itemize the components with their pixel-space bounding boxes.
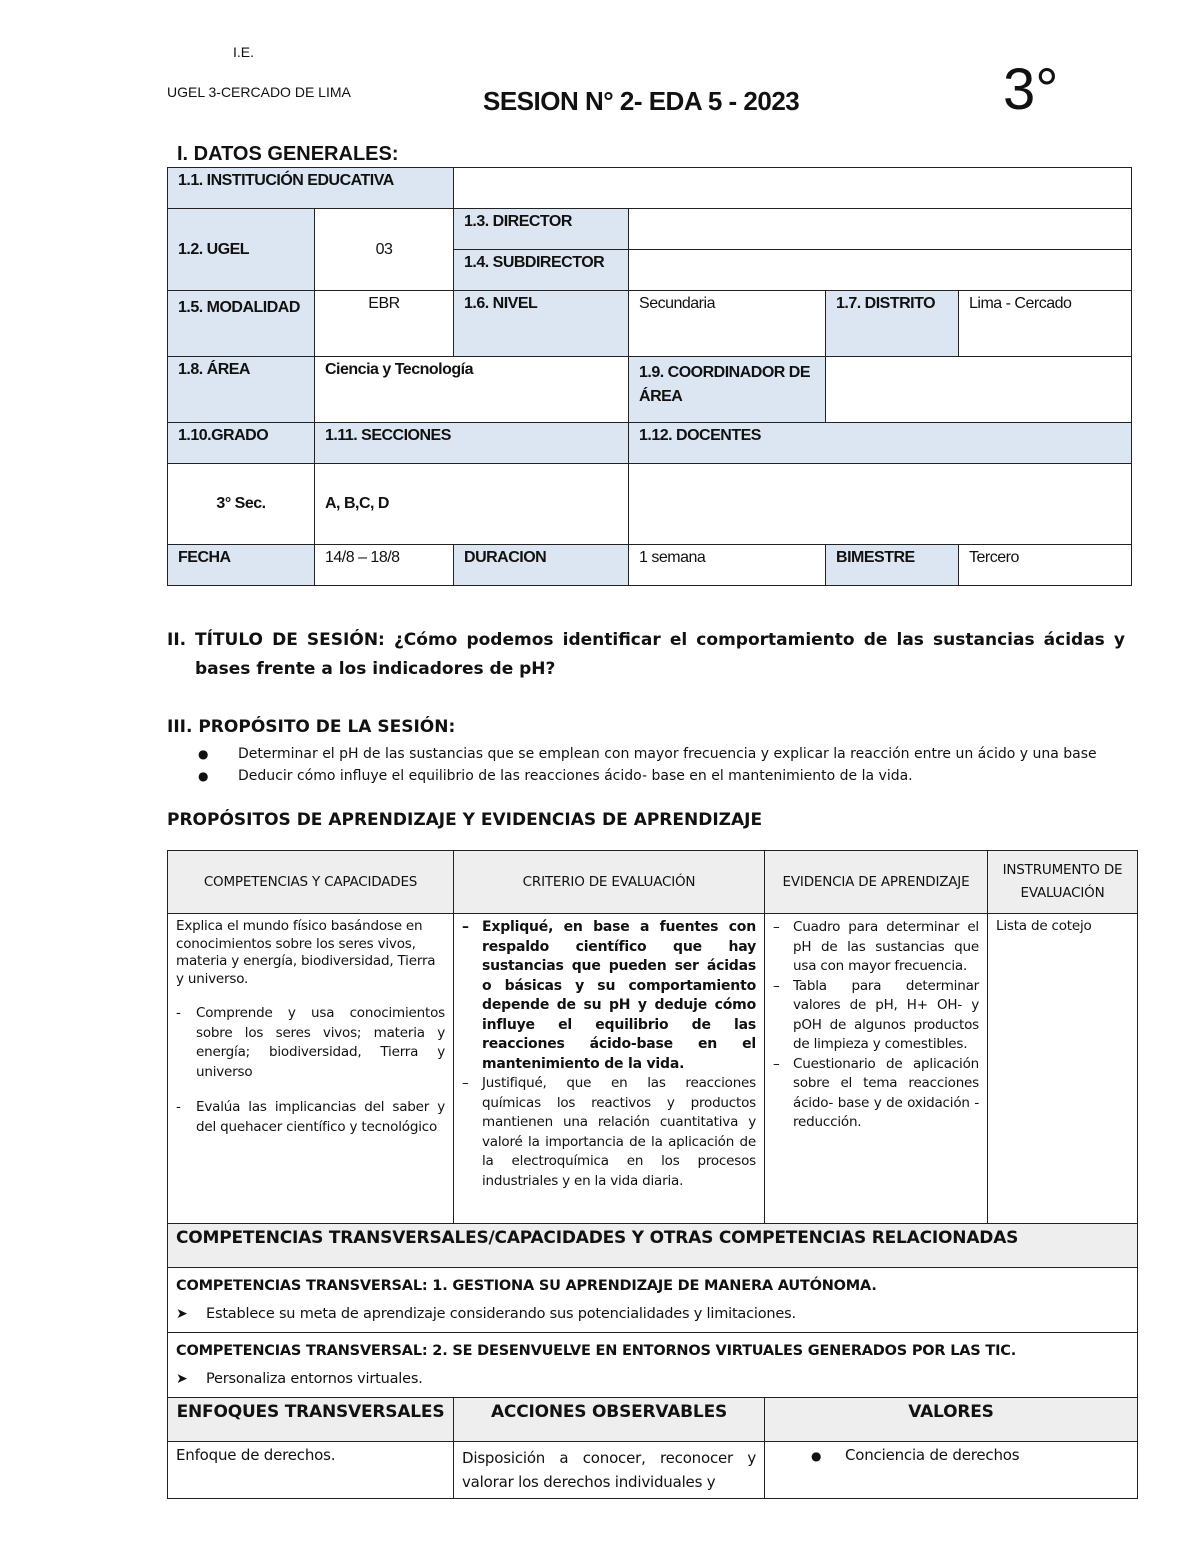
evidencia-1-text: Cuadro para determinar el pH de las sustancias que usa con mayor frecuencia. xyxy=(793,919,979,974)
arrow-icon: ➤ xyxy=(176,1371,188,1387)
col-instrumento: INSTRUMENTO DE EVALUACIÓN xyxy=(988,851,1138,914)
area-label: 1.8. ÁREA xyxy=(168,357,315,423)
bimestre-value: Tercero xyxy=(959,545,1132,586)
datos-generales-heading: I. DATOS GENERALES: xyxy=(177,143,399,165)
session-title: SESION N° 2- EDA 5 - 2023 xyxy=(483,86,800,116)
grado-value: 3° Sec. xyxy=(168,464,315,545)
col-valores: VALORES xyxy=(765,1398,1138,1442)
transversales-heading: COMPETENCIAS TRANSVERSALES/CAPACIDADES Y OTRAS COMPETENCIAS RELACIONADAS xyxy=(168,1224,1138,1268)
coordinador-value xyxy=(826,357,1132,423)
distrito-value: Lima - Cercado xyxy=(959,291,1132,357)
ugel-header: UGEL 3-CERCADO DE LIMA xyxy=(167,84,351,100)
secciones-value: A, B,C, D xyxy=(315,464,629,545)
grado-label: 1.10.GRADO xyxy=(168,423,315,464)
enfoque-value: Enfoque de derechos. xyxy=(168,1442,454,1499)
duracion-value: 1 semana xyxy=(629,545,826,586)
ct2-item xyxy=(176,1365,1129,1393)
datos-generales-table xyxy=(167,167,1132,586)
aprendizaje-table xyxy=(167,850,1138,1499)
ct1-item xyxy=(176,1300,1129,1328)
titulo-num: II. xyxy=(167,630,187,650)
modalidad-label: 1.5. MODALIDAD xyxy=(168,291,315,357)
capacidad-2: - Evalúa las implicancias del saber y del quehacer científico y tecnológico xyxy=(176,1098,445,1137)
proposito-bullet-1 xyxy=(198,746,1097,762)
ct1-item-text: Establece su meta de aprendizaje considerando sus potencialidades y limitaciones. xyxy=(206,1306,796,1322)
ugel-value: 03 xyxy=(315,209,454,291)
evidencia-2: – Tabla para determinar valores de pH, H+ OH- y pOH de algunos productos de limpieza y comestibles. xyxy=(773,977,979,1055)
ie-label: I.E. xyxy=(233,44,255,60)
bullet-icon: ● xyxy=(811,1449,822,1463)
capacidad-1-text: Comprende y usa conocimientos sobre los seres vivos; materia y energía; biodiversidad, Tierra y universo xyxy=(196,1005,445,1080)
criterio-cell xyxy=(454,914,765,1224)
institucion-value xyxy=(454,168,1132,209)
evidencia-3: – Cuestionario de aplicación sobre el tema reacciones ácido- base y de oxidación - reducción. xyxy=(773,1055,979,1133)
evidencia-3-text: Cuestionario de aplicación sobre el tema reacciones ácido- base y de oxidación - reducción. xyxy=(793,1055,979,1130)
docentes-label: 1.12. DOCENTES xyxy=(629,423,1132,464)
capacidad-2-text: Evalúa las implicancias del saber y del quehacer científico y tecnológico xyxy=(196,1099,445,1135)
bullet-icon: ● xyxy=(198,747,209,761)
bullet-text: Determinar el pH de las sustancias que se emplean con mayor frecuencia y explicar la reacción entre un ácido y una base xyxy=(238,746,1097,762)
ct1-title: COMPETENCIAS TRANSVERSAL: 1. GESTIONA SU APRENDIZAJE DE MANERA AUTÓNOMA. xyxy=(176,1278,877,1294)
proposito-heading: III. PROPÓSITO DE LA SESIÓN: xyxy=(167,717,456,737)
bimestre-label: BIMESTRE xyxy=(826,545,959,586)
valor-text: Conciencia de derechos xyxy=(845,1446,1020,1464)
evidencia-1: – Cuadro para determinar el pH de las sustancias que usa con mayor frecuencia. xyxy=(773,918,979,977)
duracion-label: DURACION xyxy=(454,545,629,586)
evidencia-2-text: Tabla para determinar valores de pH, H+ OH- y pOH de algunos productos de limpieza y comestibles. xyxy=(793,977,979,1052)
subdirector-label: 1.4. SUBDIRECTOR xyxy=(454,250,629,291)
valor-cell xyxy=(765,1442,1138,1499)
subdirector-value xyxy=(629,250,1132,291)
titulo-sesion xyxy=(167,626,1125,684)
ct1-cell xyxy=(168,1268,1138,1333)
bullet-icon: ● xyxy=(198,769,209,783)
ct2-title: COMPETENCIAS TRANSVERSAL: 2. SE DESENVUELVE EN ENTORNOS VIRTUALES GENERADOS POR LAS TIC. xyxy=(176,1343,1017,1359)
fecha-value: 14/8 – 18/8 xyxy=(315,545,454,586)
capacidad-1: - Comprende y usa conocimientos sobre los seres vivos; materia y energía; biodiversidad, Tierra y universo xyxy=(176,1004,445,1082)
criterio-2: – Justifiqué, que en las reacciones químicas los reactivos y productos mantienen una relación cuantitativa y valoré la importancia de la aplicación de la electroquímica en los procesos industriales y en la vida diaria. xyxy=(462,1074,756,1191)
evidencia-cell xyxy=(765,914,988,1224)
col-criterio: CRITERIO DE EVALUACIÓN xyxy=(454,851,765,914)
arrow-icon: ➤ xyxy=(176,1306,188,1322)
secciones-label: 1.11. SECCIONES xyxy=(315,423,629,464)
competencia-intro: Explica el mundo físico basándose en conocimientos sobre los seres vivos, materia y energía, biodiversidad, Tierra y universo. xyxy=(176,918,436,987)
col-competencias: COMPETENCIAS Y CAPACIDADES xyxy=(168,851,454,914)
col-enfoques: ENFOQUES TRANSVERSALES xyxy=(168,1398,454,1442)
institucion-label: 1.1. INSTITUCIÓN EDUCATIVA xyxy=(168,168,454,209)
criterio-2-text: Justifiqué, que en las reacciones químicas los reactivos y productos mantienen una relación cuantitativa y valoré la importancia de la aplicación de la electroquímica en los procesos industriales y en la vida diaria. xyxy=(482,1075,756,1189)
col-evidencia: EVIDENCIA DE APRENDIZAJE xyxy=(765,851,988,914)
ct2-cell xyxy=(168,1333,1138,1398)
instrumento-cell: Lista de cotejo xyxy=(988,914,1138,1224)
aprendizaje-heading: PROPÓSITOS DE APRENDIZAJE Y EVIDENCIAS DE APRENDIZAJE xyxy=(167,810,763,830)
criterio-1: – Expliqué, en base a fuentes con respaldo científico que hay sustancias que pueden ser ácidas o básicas y su comportamiento depende de su pH y deduje cómo influye el equilibrio de las reacciones ácido-base en el mantenimiento de la vida. xyxy=(462,918,756,1074)
col-acciones: ACCIONES OBSERVABLES xyxy=(454,1398,765,1442)
grade-badge: 3° xyxy=(1003,57,1059,122)
accion-value: Disposición a conocer, reconocer y valorar los derechos individuales y xyxy=(454,1442,765,1499)
nivel-label: 1.6. NIVEL xyxy=(454,291,629,357)
distrito-label: 1.7. DISTRITO xyxy=(826,291,959,357)
ugel-label: 1.2. UGEL xyxy=(168,209,315,291)
area-value: Ciencia y Tecnología xyxy=(315,357,629,423)
nivel-value: Secundaria xyxy=(629,291,826,357)
coordinador-label: 1.9. COORDINADOR DE ÁREA xyxy=(629,357,826,423)
proposito-bullet-2 xyxy=(198,768,913,784)
criterio-1-text: Expliqué, en base a fuentes con respaldo científico que hay sustancias que pueden ser ácidas o básicas y su comportamiento depende de su pH y deduje cómo influye el equilibrio de las reacciones ácido-base en el mantenimiento de la vida. xyxy=(482,919,756,1072)
director-label: 1.3. DIRECTOR xyxy=(454,209,629,250)
ct2-item-text: Personaliza entornos virtuales. xyxy=(206,1371,423,1387)
fecha-label: FECHA xyxy=(168,545,315,586)
docentes-value xyxy=(629,464,1132,545)
competencias-cell xyxy=(168,914,454,1224)
modalidad-value: EBR xyxy=(315,291,454,357)
director-value xyxy=(629,209,1132,250)
bullet-text: Deducir cómo influye el equilibrio de las reacciones ácido- base en el mantenimiento de la vida. xyxy=(238,768,913,784)
titulo-text: TÍTULO DE SESIÓN: ¿Cómo podemos identificar el comportamiento de las sustancias ácidas y bases frente a los indicadores de pH? xyxy=(195,630,1125,679)
